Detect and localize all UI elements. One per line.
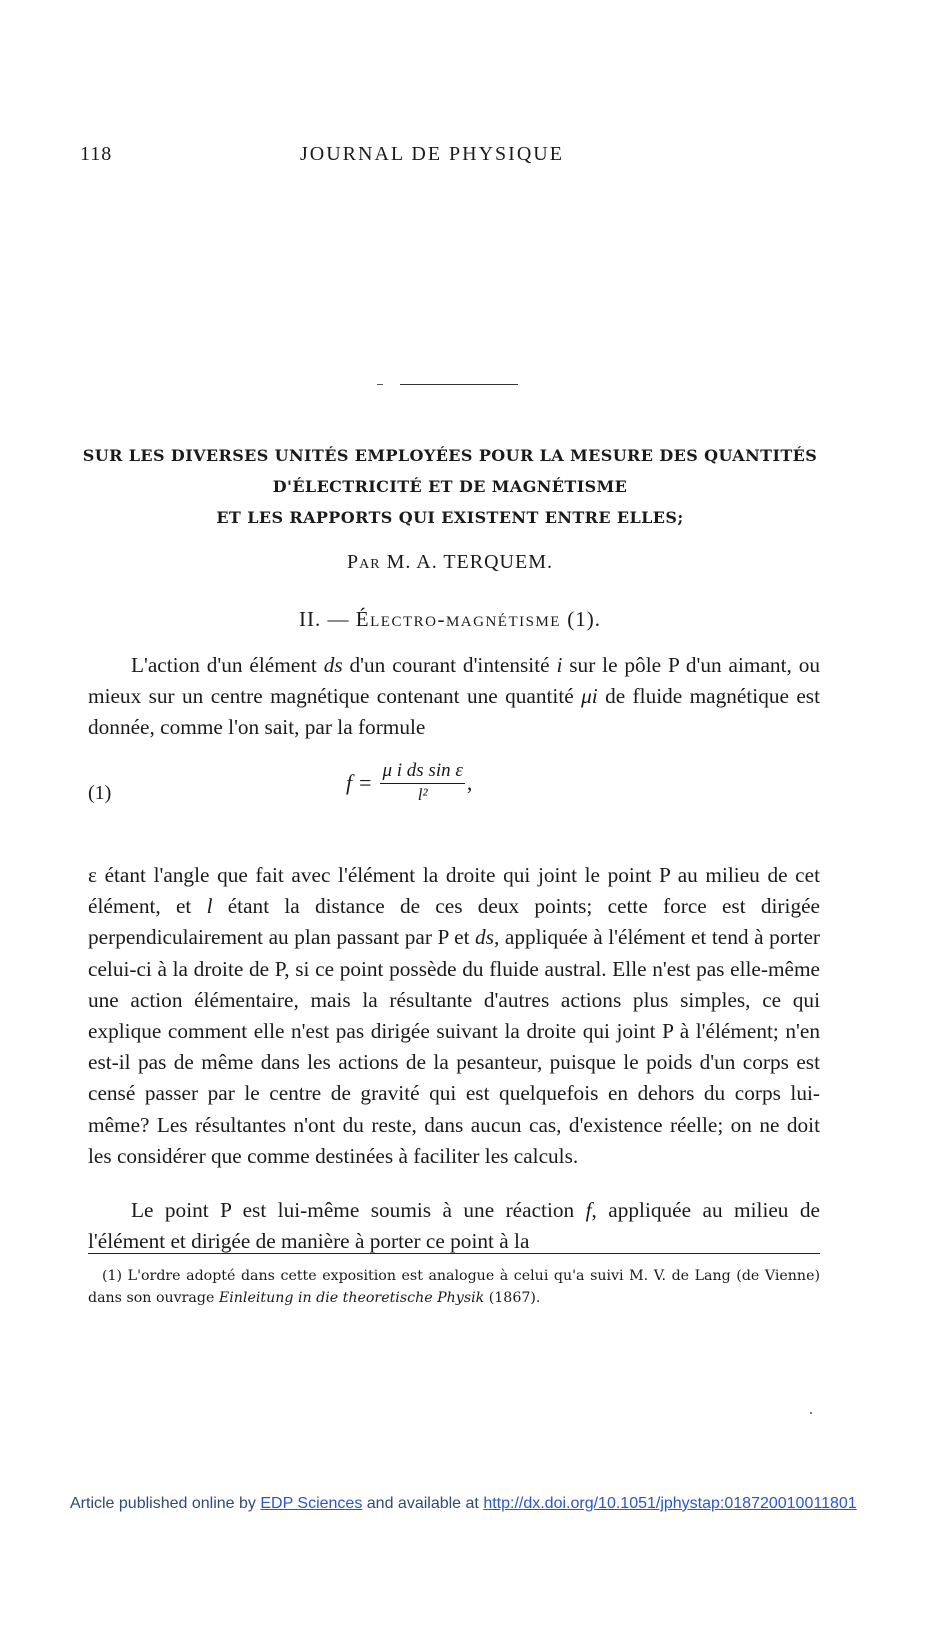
para2-text-2: étant la distance de ces deux points; cette force est dirigée perpendiculairement au plan passant par P et [88, 894, 820, 950]
page-number: 118 [80, 143, 113, 165]
formula-denominator: l² [417, 785, 428, 804]
scan-speck [810, 1412, 812, 1414]
var-mu-i: μi [581, 684, 598, 709]
section-title: Électro-magnétisme [355, 607, 561, 631]
equation-number: (1) [88, 782, 112, 804]
para1-text-4: de fluide magnétique est donnée, comme l'on sait, par la formule [88, 684, 820, 740]
para1-text-3: sur le pôle P d'un aimant, ou mieux sur un centre magnétique contenant une quantité [88, 653, 820, 709]
paragraph-3 [88, 1195, 820, 1257]
var-ds-2: ds [475, 925, 494, 950]
footer-prefix: Article published online by [70, 1495, 261, 1512]
var-ds: ds [323, 653, 343, 677]
footnote-1 [88, 1265, 820, 1309]
title-line-1: SUR LES DIVERSES UNITÉS EMPLOYÉES POUR LA MESURE DES QUANTITÉS [82, 446, 818, 465]
running-head: JOURNAL DE PHYSIQUE [300, 143, 564, 165]
title-line-3: ET LES RAPPORTS QUI EXISTENT ENTRE ELLES; [216, 508, 684, 527]
doi-link[interactable]: http://dx.doi.org/10.1051/jphystap:018720010011801 [483, 1495, 857, 1512]
var-i: i [556, 653, 563, 677]
author-prefix: Par [347, 551, 381, 573]
footnote-text-1: L'ordre adopté dans cette exposition est analogue à celui qu'a suivi M. V. de Lang (de Vienne) dans son ouvrage [88, 1268, 820, 1306]
var-l: l [206, 894, 213, 919]
author-line [80, 551, 820, 574]
para3-text-2: , appliquée au milieu de l'élément et dirigée de manière à porter ce point à la [88, 1198, 820, 1254]
formula-trail: , [466, 769, 473, 795]
footnote-mark: (1) [102, 1268, 123, 1284]
title-separator-rule [400, 384, 518, 385]
section-heading [80, 607, 820, 632]
formula-numerator: μ i ds sin ε [380, 760, 464, 784]
footnote [88, 1265, 820, 1309]
formula-lhs: f = [346, 769, 373, 795]
separator-dot [377, 384, 383, 385]
footer-middle: and available at [362, 1495, 484, 1512]
title-line-2: D'ÉLECTRICITÉ ET DE MAGNÉTISME [272, 477, 628, 496]
paragraph-1 [88, 650, 820, 744]
para1-text-1: L'action d'un élément [131, 653, 324, 677]
article-title [80, 440, 820, 533]
publisher-link[interactable]: EDP Sciences [260, 1495, 363, 1512]
author-name: M. A. TERQUEM. [386, 551, 553, 573]
section-numeral: II. — [299, 607, 350, 631]
para2-text-3: , appliquée à l'élément et tend à porter celui-ci à la droite de P, si ce point possède du fluide austral. Elle n'est pas elle-même une action élémentaire, mais la résultante d'autres actions plus simples, ce qui explique comment elle n'est pas dirigée suivant la droite qui joint P à l'élément; n'en est-il pas de même dans les actions de la pesanteur, puisque le poids d'un corps est censé passer par le centre de gravité qui est quelquefois en dehors du corps lui-même? Les résultantes n'ont du reste, dans aucun cas, d'existence réelle; on ne doit les considérer que comme destinées à faciliter les calculs. [88, 925, 820, 1168]
para2-text-1: ε étant l'angle que fait avec l'élément la droite qui joint le point P au milieu de cet élément, et [88, 863, 820, 919]
var-f: f [585, 1198, 592, 1222]
footnote-book-title: Einleitung in die theoretische Physik [218, 1290, 485, 1306]
formula [346, 760, 472, 805]
footnote-rule [88, 1253, 820, 1254]
para1-text-2: d'un courant d'intensité [342, 653, 557, 677]
equation-1 [88, 760, 820, 840]
paragraph-2 [88, 860, 820, 1172]
footnote-text-2: (1867). [484, 1290, 541, 1306]
formula-fraction [380, 760, 464, 805]
publication-footer [70, 1495, 930, 1513]
para3-text-1: Le point P est lui-même soumis à une réaction [131, 1198, 586, 1222]
section-footnote-mark: (1). [567, 607, 601, 631]
